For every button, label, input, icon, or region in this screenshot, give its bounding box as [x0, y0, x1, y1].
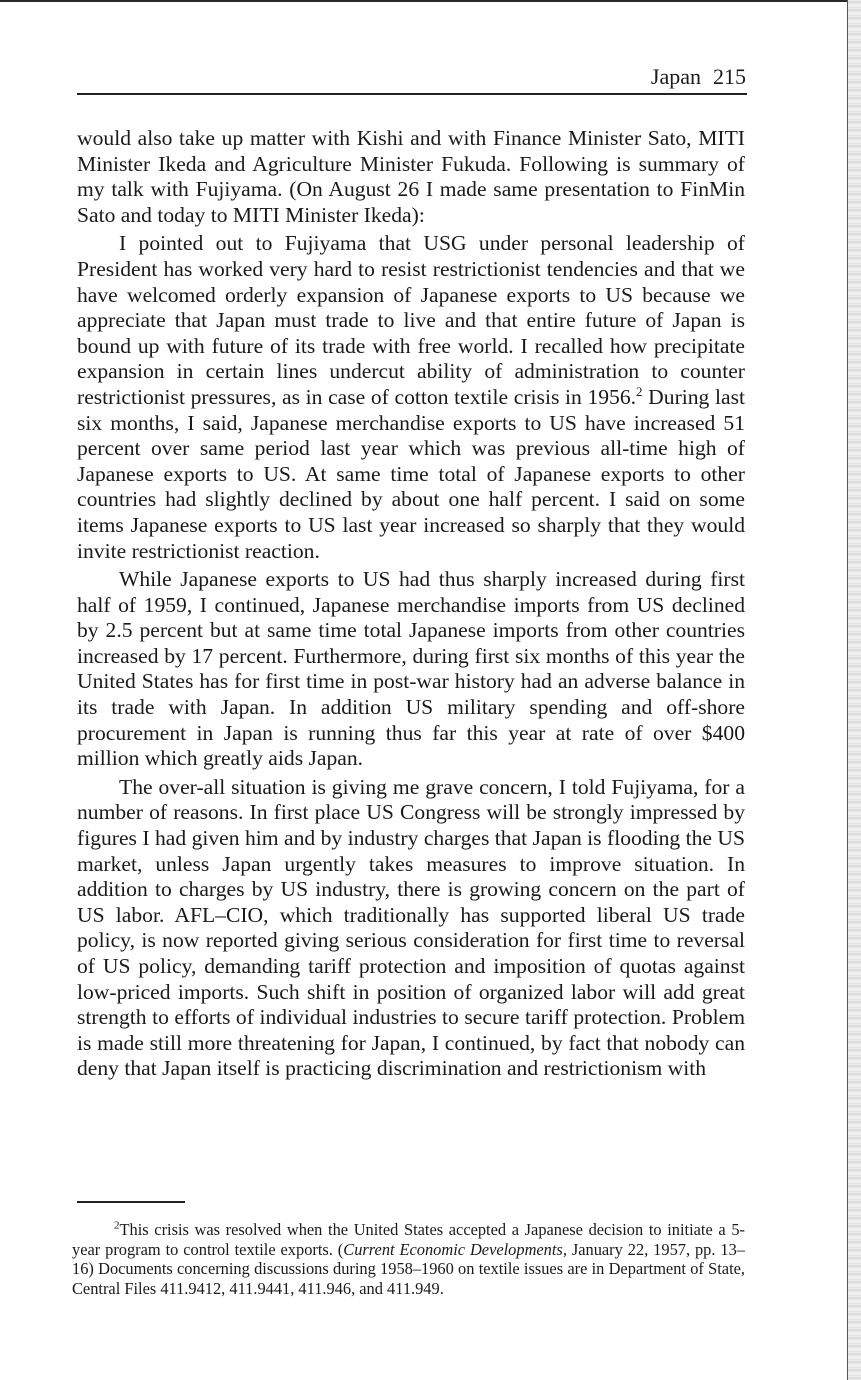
footnote-marker: 2	[114, 1219, 120, 1232]
paragraph-2-part-1: I pointed out to Fujiyama that USG under personal leadership of President has worked very hard to resist restrictionist tendencies and that we have welcomed orderly expansion of Japanese exports to US because we appreciate that Japan must trade to live and that entire future of Japan is bound up with future of its trade with free world. I recalled how precipitate expansion in certain lines undercut ability of administration to counter restrictionist pressures, as in case of cotton textile crisis in 1956.	[77, 231, 745, 409]
header-rule	[77, 93, 747, 95]
header-title: Japan	[650, 64, 701, 89]
page-top-edge	[0, 0, 861, 2]
footnote	[72, 1220, 745, 1298]
page-number: 215	[713, 64, 746, 89]
body-text	[77, 126, 745, 1085]
paragraph-2-part-2: During last six months, I said, Japanese merchandise exports to US have increased 51 percent over same period last year which was previous all-time high of Japanese exports to US. At same time total of Japanese exports to other countries had slightly declined by about one half percent. I said on some items Japanese exports to US last year increased so sharply that they would invite restrictionist reaction.	[77, 384, 745, 563]
footnote-rule	[77, 1201, 185, 1203]
paragraph-3: While Japanese exports to US had thus sharply increased during first half of 1959, I continued, Japanese merchandise imports from US declined by 2.5 percent but at same time total Japanese imports from other countries increased by 17 percent. Furthermore, during first six months of this year the United States has for first time in post-war history had an adverse balance in its trade with Japan. In addition US military spending and off-shore procurement in Japan is running thus far this year at rate of over $400 million which greatly aids Japan.	[77, 567, 745, 771]
page-binding-edge	[847, 0, 861, 1380]
paragraph-4: The over-all situation is giving me grave concern, I told Fujiyama, for a number of reasons. In first place US Congress will be strongly impressed by figures I had given him and by industry charges that Japan is flooding the US market, unless Japan urgently takes measures to improve situation. In addition to charges by US industry, there is growing concern on the part of US labor. AFL–CIO, which traditionally has supported liberal US trade policy, is now reported giving serious consideration for first time to reversal of US policy, demanding tariff protection and imposition of quotas against low-priced imports. Such shift in position of organized labor will add great strength to efforts of individual industries to secure tariff protection. Problem is made still more threatening for Japan, I continued, by fact that nobody can deny that Japan itself is practicing discrimination and restrictionism with	[77, 774, 745, 1081]
paragraph-1: would also take up matter with Kishi and with Finance Minister Sato, MITI Minister Ikeda and Agriculture Minister Fukuda. Following is summary of my talk with Fujiyama. (On August 26 I made same presentation to FinMin Sato and today to MITI Minister Ikeda):	[77, 126, 745, 227]
footnote-text-2: January 22, 1957, pp. 13–16) Documents concerning discussions during 1958–1960 on textile issues are in Department of State, Central Files 411.9412, 411.9441, 411.946, and 411.949.	[72, 1239, 745, 1298]
footnote-italic-title: Current Economic Developments,	[343, 1239, 567, 1259]
running-header	[77, 62, 746, 92]
paragraph-2	[77, 231, 745, 564]
footnote-text-1: This crisis was resolved when the United States accepted a Japanese decision to initiate a 5-year program to control textile exports. (	[72, 1220, 745, 1259]
footnote-reference: 2	[636, 383, 643, 399]
